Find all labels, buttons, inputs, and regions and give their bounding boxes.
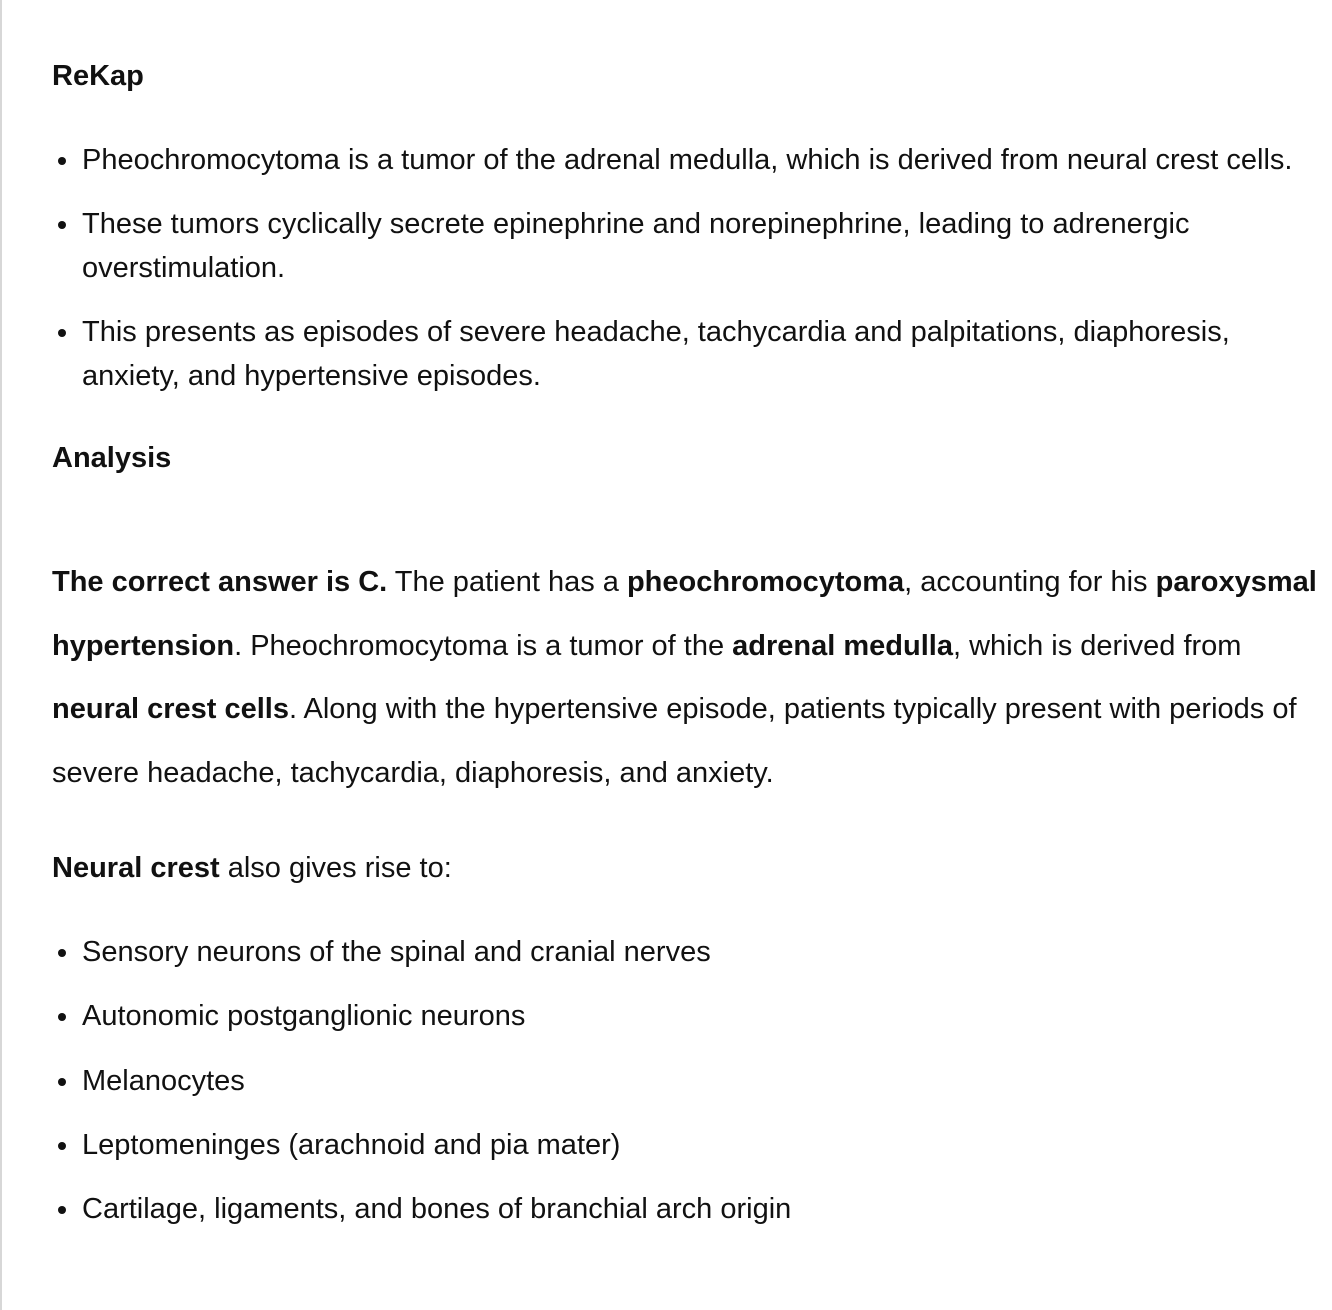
neural-crest-item-text: Cartilage, ligaments, and bones of branchial arch origin — [82, 1193, 792, 1226]
correct-answer-statement: The correct answer is C. — [52, 566, 388, 598]
rekap-item-text: These tumors cyclically secrete epinephrine and norepinephrine, leading to adrenergic overstimulation. — [82, 208, 1190, 284]
neural-crest-lead-text: also gives rise to: — [219, 852, 452, 884]
neural-crest-item — [82, 994, 1330, 1038]
neural-crest-item-text: Sensory neurons of the spinal and cranial nerves — [82, 936, 711, 968]
neural-crest-list — [52, 930, 1330, 1231]
rekap-item — [82, 310, 1330, 398]
analysis-paragraph — [52, 551, 1330, 805]
analysis-text: , accounting for his — [904, 566, 1156, 598]
neural-crest-item — [82, 1123, 1330, 1167]
analysis-text: , which is derived from — [952, 629, 1242, 662]
neural-crest-term: Neural crest — [52, 852, 220, 884]
neural-crest-item-text: Leptomeninges (arachnoid and pia mater) — [82, 1128, 621, 1161]
analysis-heading: Analysis — [52, 442, 172, 474]
explanation-content — [52, 54, 1330, 1231]
neural-crest-paragraph — [52, 846, 1330, 890]
analysis-text: . Along with the hypertensive episode, patients typically present with periods of severe headache, tachycardia, diaphoresis, and anxiety. — [52, 693, 1297, 789]
neural-crest-item-text: Autonomic postganglionic neurons — [82, 1000, 526, 1033]
neural-crest-item — [82, 1187, 1330, 1231]
analysis-text: . Pheochromocytoma is a tumor of the — [234, 629, 733, 662]
analysis-bold-term: pheochromocytoma — [626, 566, 905, 598]
rekap-heading: ReKap — [52, 60, 144, 92]
neural-crest-item — [82, 930, 1330, 974]
neural-crest-item-text: Melanocytes — [82, 1064, 245, 1097]
neural-crest-item — [82, 1059, 1330, 1103]
rekap-item — [82, 138, 1330, 182]
rekap-item-text: This presents as episodes of severe headache, tachycardia and palpitations, diaphoresis, anxiety, and hypertensive episodes. — [82, 316, 1230, 392]
analysis-bold-term: paroxysmal hypertension — [52, 566, 1317, 662]
analysis-text: The patient has a — [387, 566, 627, 598]
rekap-list — [52, 138, 1330, 398]
analysis-bold-term: adrenal medulla — [732, 629, 953, 662]
rekap-item — [82, 202, 1330, 290]
analysis-bold-term: neural crest cells — [52, 693, 289, 725]
rekap-item-text: Pheochromocytoma is a tumor of the adrenal medulla, which is derived from neural crest cells. — [82, 144, 1293, 176]
